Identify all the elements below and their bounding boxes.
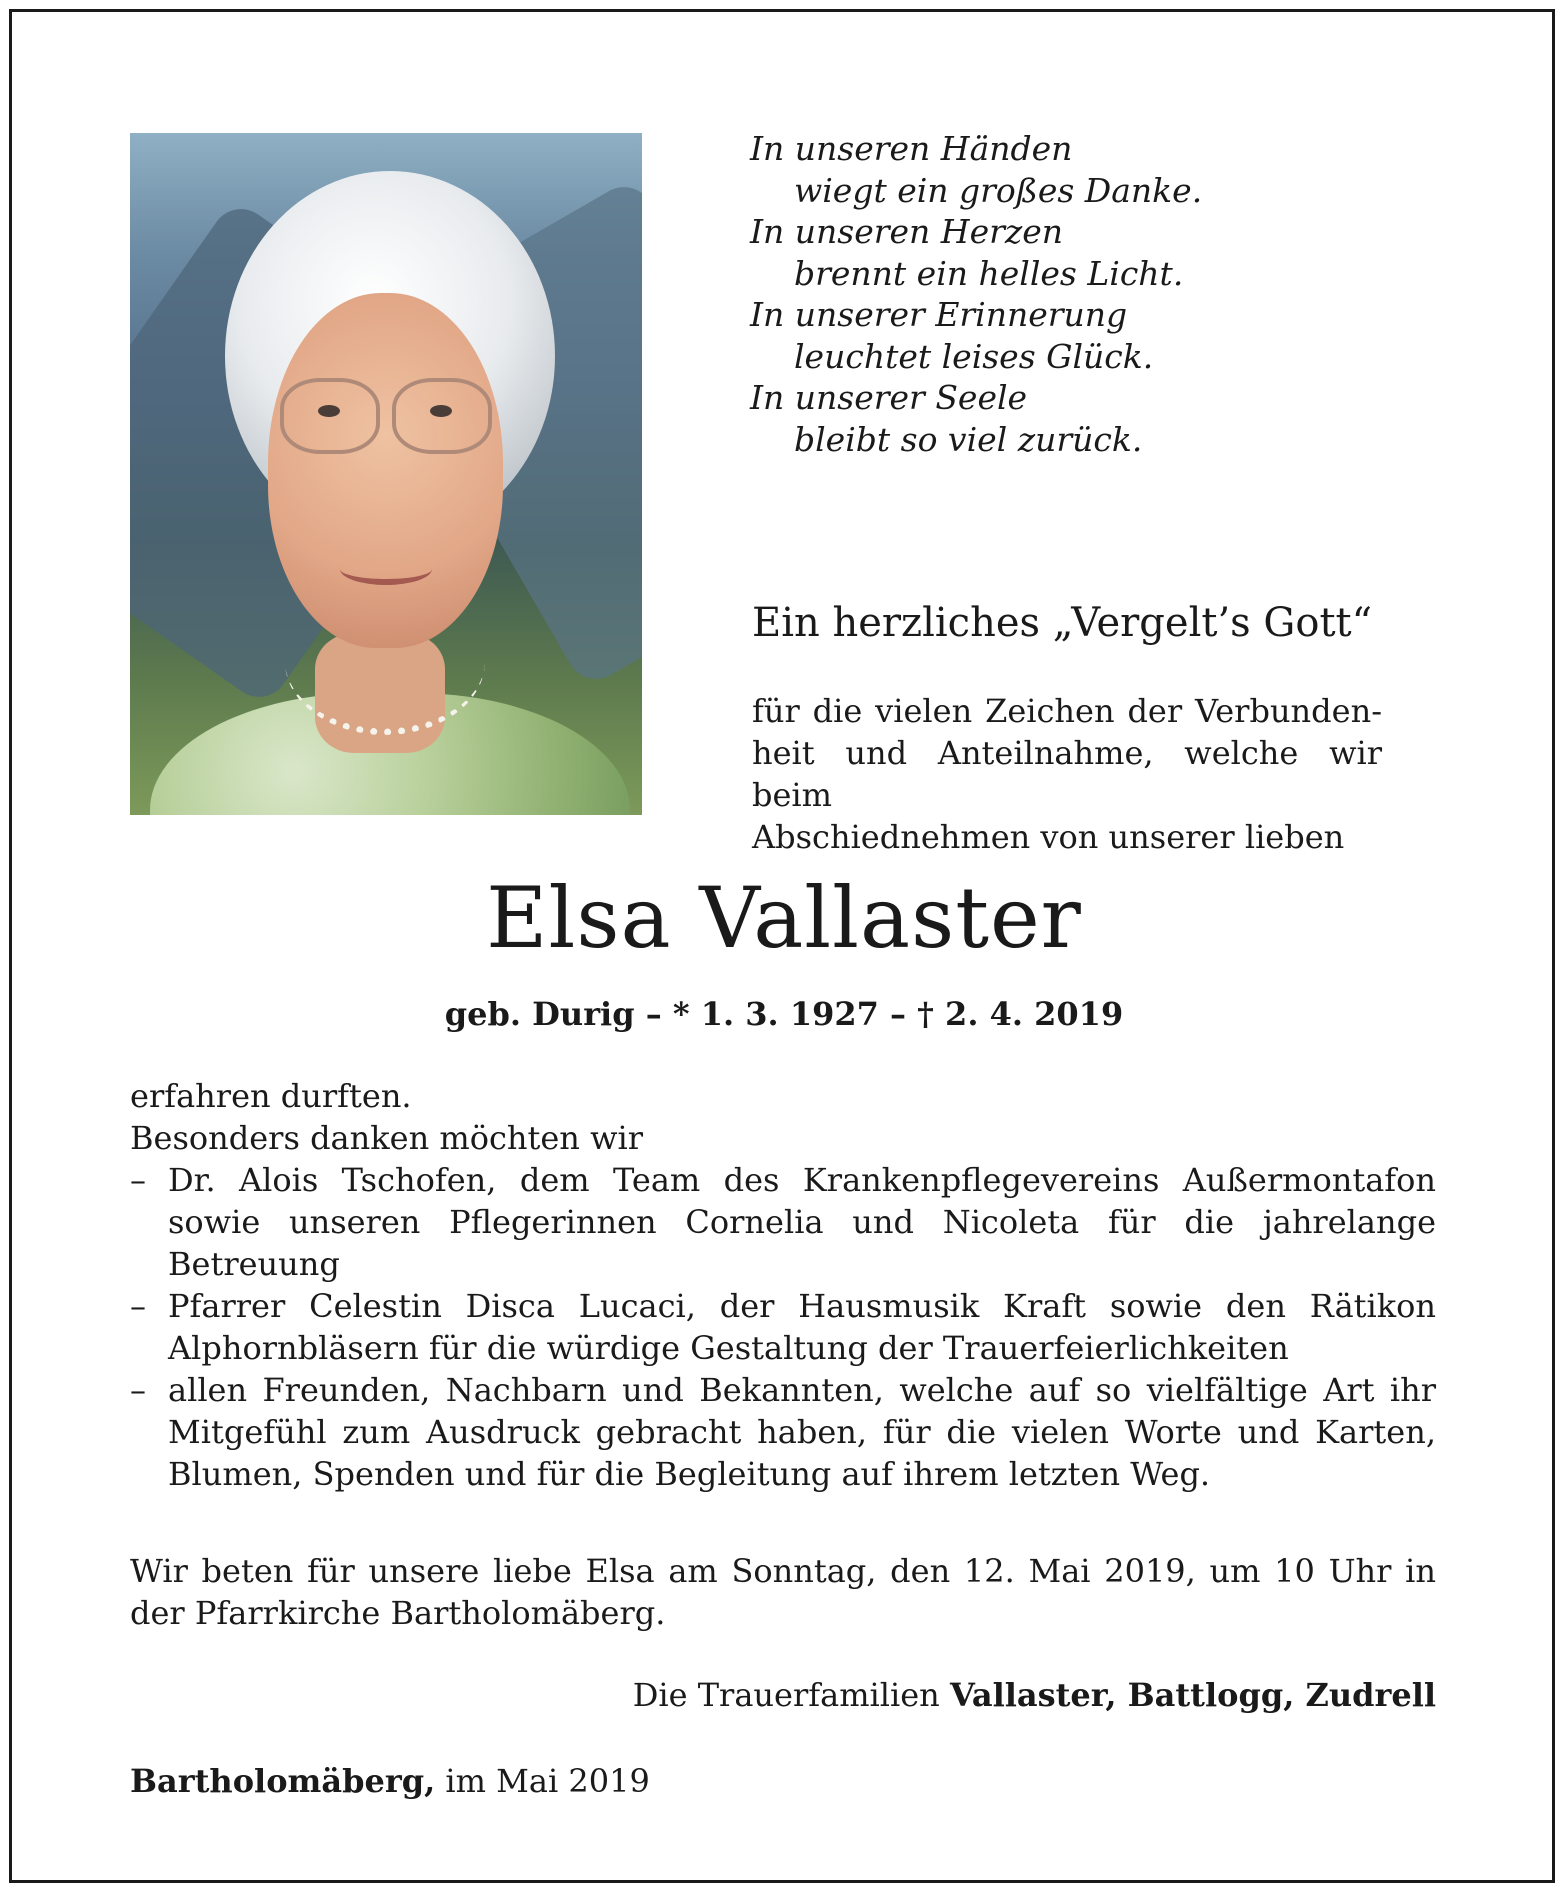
poem-line: In unserer Erinnerung (750, 295, 1128, 334)
list-item (130, 1285, 1436, 1369)
body-line: erfahren durften. (130, 1077, 412, 1115)
list-item-text: Dr. Alois Tschofen, dem Team des Krankenpflegevereins Außermontafon sowie unseren Pflegerinnen Cornelia und Nicoleta für die jahrelange Betreuung (168, 1161, 1436, 1283)
acknowledgement-body (130, 1075, 1436, 1495)
list-item (130, 1159, 1436, 1285)
list-item-text: allen Freunden, Nachbarn und Bekannten, welche auf so vielfältige Art ihr Mitgefühl zum Ausdruck gebracht haben, für die vielen Worte und Karten, Blumen, Spenden und für die Begleitung auf ihrem letzten Weg. (168, 1371, 1436, 1493)
deceased-dates: geb. Durig – * 1. 3. 1927 – † 2. 4. 2019 (444, 995, 1124, 1033)
signature-prefix: Die Trauerfamilien (632, 1676, 950, 1714)
eye-left (318, 405, 340, 417)
dash-bullet: – (130, 1161, 146, 1199)
thanks-intro (752, 690, 1382, 858)
thanks-list (130, 1159, 1436, 1495)
dash-bullet: – (130, 1371, 146, 1409)
list-item-text: Pfarrer Celestin Disca Lucaci, der Hausmusik Kraft sowie den Rätikon Alphornbläsern für die würdige Gestaltung der Trauerfeierlichkeiten (168, 1287, 1436, 1367)
portrait-smile (340, 553, 432, 585)
poem-line: In unseren Händen (750, 129, 1073, 168)
eye-right (430, 405, 452, 417)
place-date (130, 1762, 650, 1800)
prayer-announcement: Wir beten für unsere liebe Elsa am Sonntag, den 12. Mai 2019, um 10 Uhr in der Pfarrkirche Bartholomäberg. (130, 1552, 1436, 1632)
thanks-heading: Ein herzliches „Vergelt’s Gott“ (752, 600, 1373, 646)
poem-line: leuchtet leises Glück. (794, 336, 1154, 376)
pearl-necklace (285, 588, 485, 735)
place: Bartholomäberg, (130, 1762, 436, 1800)
dash-bullet: – (130, 1287, 146, 1325)
thanks-intro-line: Abschiednehmen von unserer lieben (752, 818, 1345, 856)
list-item (130, 1369, 1436, 1495)
portrait-photo (130, 133, 642, 815)
poem-line: brennt ein helles Licht. (794, 253, 1184, 293)
poem-line: In unserer Seele (750, 378, 1028, 417)
deceased-name: Elsa Vallaster (486, 869, 1082, 967)
thanks-intro-line: für die vielen Zeichen der Verbunden- (752, 692, 1382, 730)
family-names: Vallaster, Battlogg, Zudrell (949, 1676, 1436, 1714)
poem-line: bleibt so viel zurück. (794, 419, 1143, 459)
thanks-intro-line: heit und Anteilnahme, welche wir beim (752, 734, 1382, 814)
signature (633, 1676, 1436, 1714)
date: im Mai 2019 (435, 1762, 650, 1800)
poem-line: In unseren Herzen (750, 212, 1064, 251)
body-line: Besonders danken möchten wir (130, 1119, 643, 1157)
poem-line: wiegt ein großes Danke. (794, 170, 1203, 210)
poem (750, 128, 1202, 460)
